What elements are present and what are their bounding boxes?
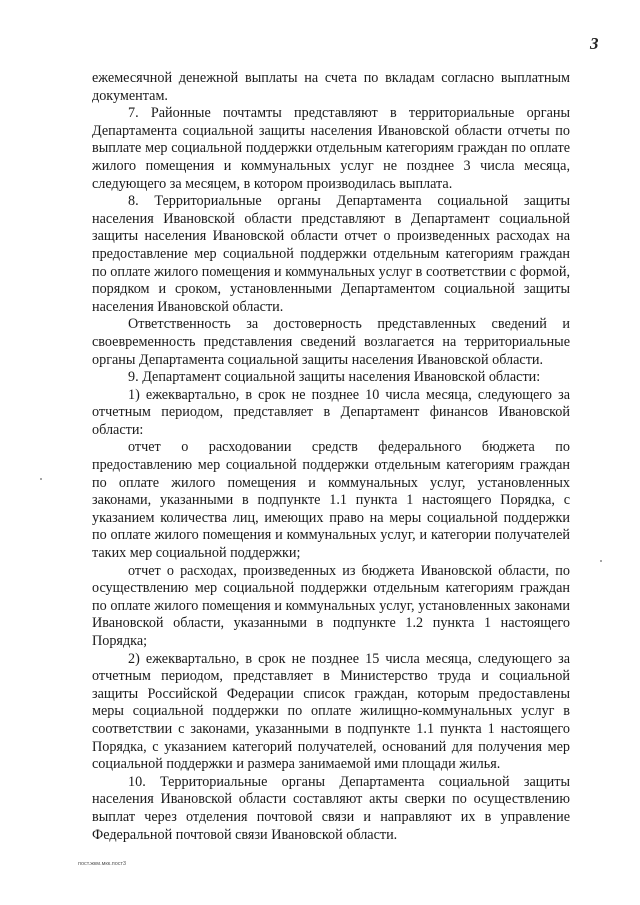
scan-speck xyxy=(600,560,602,562)
paragraph-responsibility: Ответственность за достоверность представленных сведений и своевременность представления сведений возлагается на территориальные органы Департамента социальной защиты населения Ивановской области. xyxy=(92,316,570,368)
paragraph-item-9: 9. Департамент социальной защиты населения Ивановской области: xyxy=(128,369,541,386)
paragraph-item-9-2: 2) ежеквартально, в срок не позднее 15 числа месяца, следующего за отчетным периодом, представляет в Министерство труда и социальной защиты Российской Федерации список граждан, которым предоставлены меры социальной поддержки по оплате жилищно-коммунальных услуг в соответствии с законами, указанными в подпункте 1.1 пункта 1 настоящего Порядка, с указанием категорий получателей, оснований для получения мер социальной поддержки и размера занимаемой ими площади жилья. xyxy=(92,650,570,773)
document-body xyxy=(92,70,570,844)
paragraph-report-federal: отчет о расходовании средств федерального бюджета по предоставлению мер социальной поддержки отдельным категориям граждан по оплате жилого помещения и коммунальных услуг, установленных законами, указанными в подпункте 1.1 пункта 1 настоящего Порядка, с указанием количества лиц, имеющих право на меры социальной поддержки по оплате жилого помещения и коммунальных услуг, и категории получателей таких мер социальной поддержки; xyxy=(92,439,570,562)
paragraph-item-9-1: 1) ежеквартально, в срок не позднее 10 числа месяца, следующего за отчетным периодом, представляет в Департамент финансов Ивановской области: xyxy=(92,386,570,438)
paragraph-item-10: 10. Территориальные органы Департамента социальной защиты населения Ивановской области составляют акты сверки по осуществлению выплат через отделения почтовой связи и направляют их в управление Федеральной почтовой связи Ивановской области. xyxy=(92,773,570,843)
paragraph-report-regional: отчет о расходах, произведенных из бюджета Ивановской области, по осуществлению мер социальной поддержки отдельным категориям граждан по оплате жилого помещения и коммунальных услуг, установленных законами Ивановской области, указанными в подпункте 1.2 пункта 1 настоящего Порядка; xyxy=(92,562,570,649)
paragraph-continuation: ежемесячной денежной выплаты на счета по вкладам согласно выплатным документам. xyxy=(92,70,570,104)
paragraph-item-7: 7. Районные почтамты представляют в территориальные органы Департамента социальной защиты населения Ивановской области отчеты по выплате мер социальной поддержки отдельным категориям граждан по оплате жилого помещения и коммунальных услуг не позднее 3 числа месяца, следующего за месяцем, в котором производилась выплата. xyxy=(92,105,570,192)
footer-file-label: пост.жкм.мкк.пост3 xyxy=(78,861,127,867)
paragraph-item-8: 8. Территориальные органы Департамента социальной защиты населения Ивановской области представляют в Департамент социальной защиты населения Ивановской области отчет о произведенных расходах на предоставление мер социальной поддержки отдельным категориям граждан по оплате жилого помещения и коммунальных услуг в соответствии с формой, порядком и сроком, установленными Департаментом социальной защиты населения Ивановской области. xyxy=(92,193,570,315)
page-number: 3 xyxy=(590,34,599,53)
scan-speck xyxy=(40,478,42,480)
